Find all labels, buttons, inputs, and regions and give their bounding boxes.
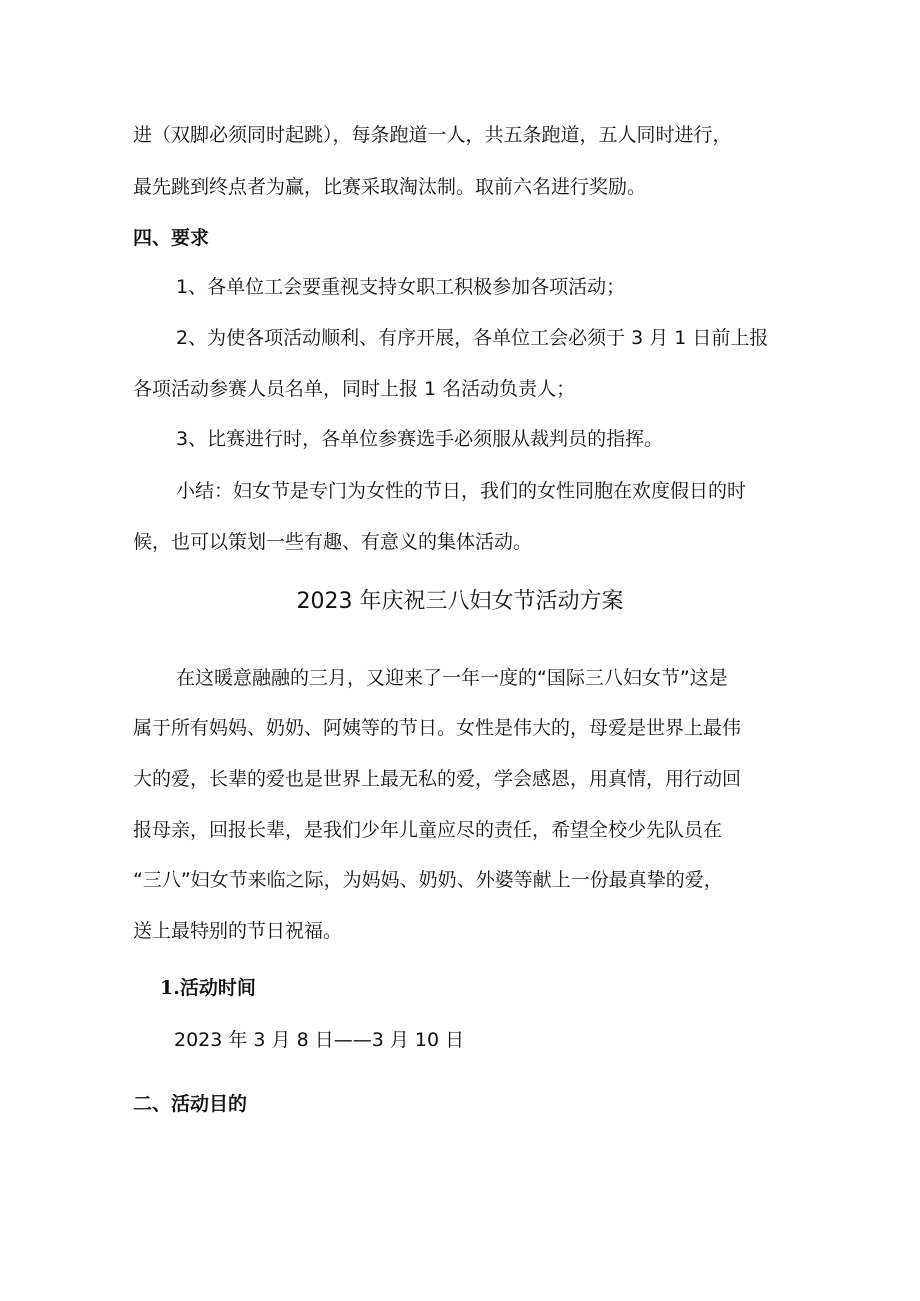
intro-paragraph-line: 送上最特别的节日祝福。	[133, 920, 343, 942]
requirement-item-1: 1、各单位工会要重视支持女职工积极参加各项活动；	[176, 276, 626, 298]
section-heading-purpose: 二、活动目的	[133, 1093, 248, 1115]
body-text-line: 进（双脚必须同时起跳），每条跑道一人，共五条跑道，五人同时进行，	[133, 124, 732, 146]
requirement-item-2: 2、为使各项活动顺利、有序开展，各单位工会必须于 3 月 1 日前上报	[176, 327, 769, 349]
intro-paragraph-line: 报母亲，回报长辈，是我们少年儿童应尽的责任，希望全校少先队员在	[133, 819, 723, 841]
document-title: 2023 年庆祝三八妇女节活动方案	[296, 589, 624, 614]
body-text-line: 最先跳到终点者为赢，比赛采取淘汰制。取前六名进行奖励。	[133, 176, 647, 198]
requirement-item-2-continued: 各项活动参赛人员名单，同时上报 1 名活动负责人；	[133, 378, 576, 400]
activity-time-value: 2023 年 3 月 8 日——3 月 10 日	[174, 1029, 465, 1051]
summary-text-continued: 候，也可以策划一些有趣、有意义的集体活动。	[133, 531, 533, 553]
intro-paragraph-line: 属于所有妈妈、奶奶、阿姨等的节日。女性是伟大的，母爱是世界上最伟	[133, 717, 742, 739]
intro-paragraph-line: 在这暖意融融的三月，又迎来了一年一度的“国际三八妇女节”这是	[176, 667, 728, 689]
section-heading-activity-time: 1.活动时间	[160, 977, 256, 999]
section-heading-requirements: 四、要求	[133, 227, 210, 249]
intro-paragraph-line: 大的爱，长辈的爱也是世界上最无私的爱，学会感恩，用真情，用行动回	[133, 768, 742, 790]
summary-text: 小结：妇女节是专门为女性的节日，我们的女性同胞在欢度假日的时	[176, 480, 747, 502]
intro-paragraph-line: “三八”妇女节来临之际，为妈妈、奶奶、外婆等献上一份最真挚的爱，	[133, 869, 723, 891]
requirement-item-3: 3、比赛进行时，各单位参赛选手必须服从裁判员的指挥。	[176, 428, 664, 450]
